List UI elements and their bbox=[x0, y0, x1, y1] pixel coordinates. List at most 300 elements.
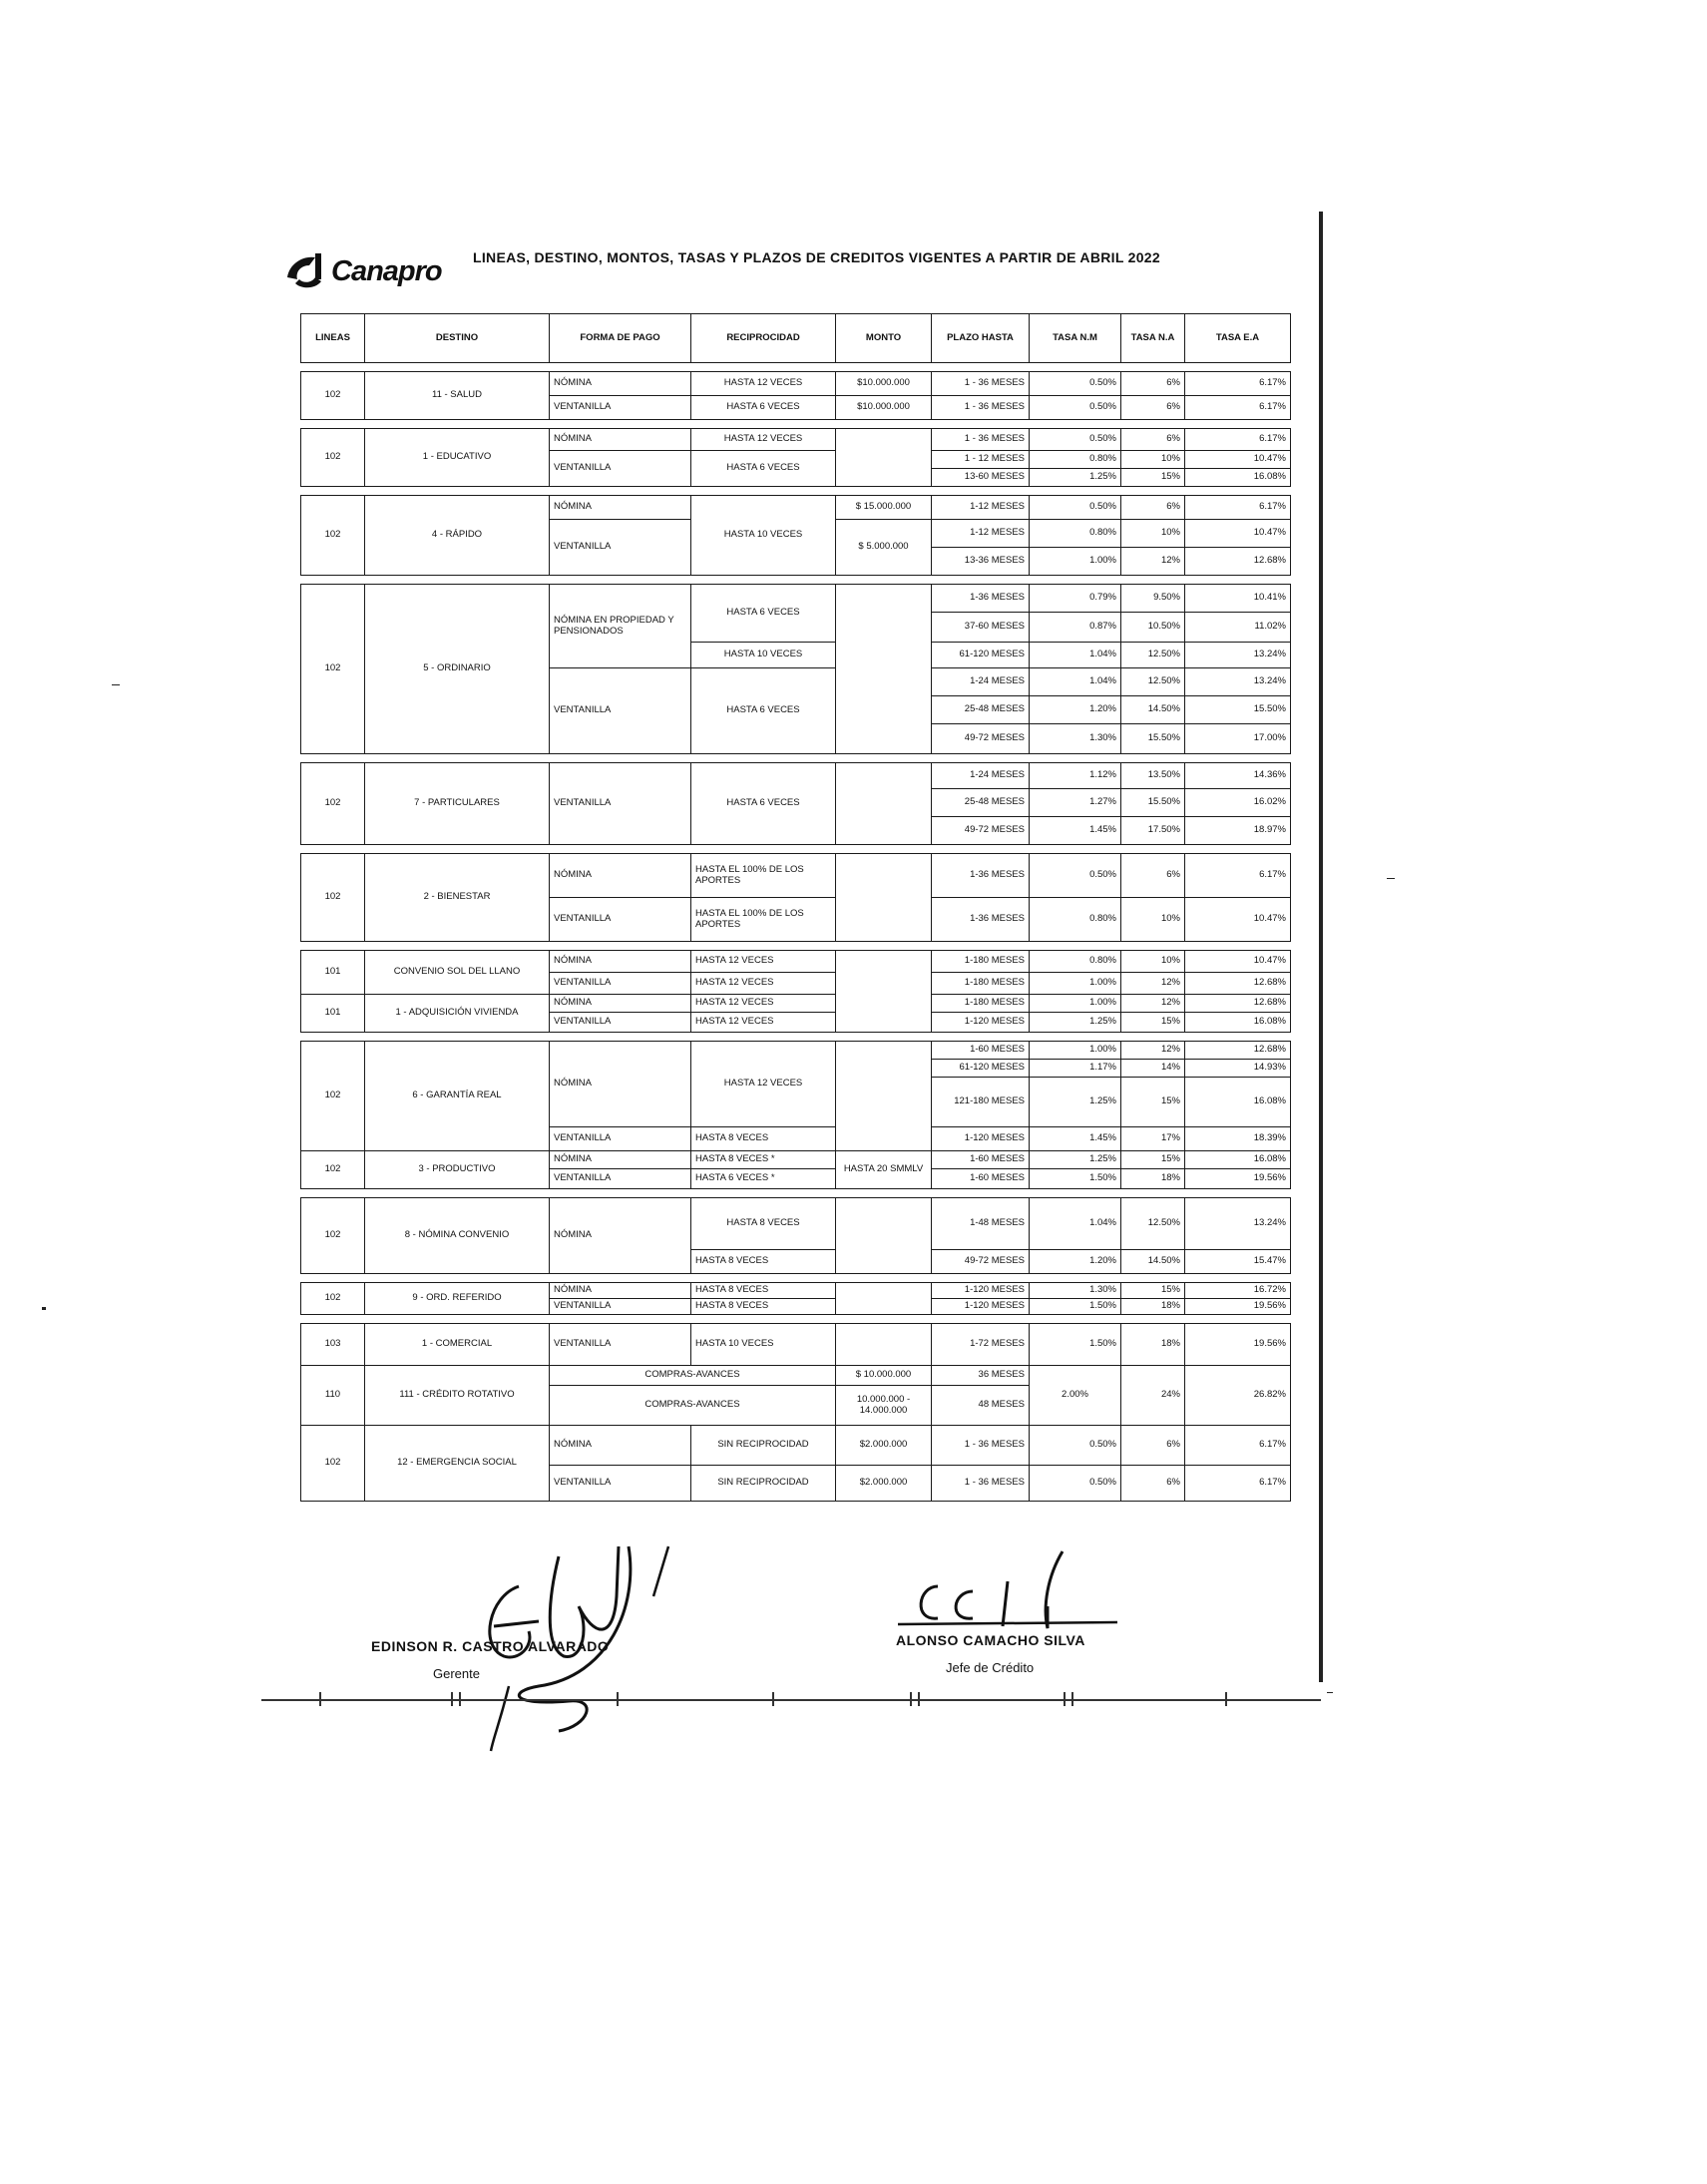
table-cell: VENTANILLA bbox=[550, 763, 691, 845]
table-cell: 12.50% bbox=[1121, 668, 1185, 696]
table-cell: 8 - NÓMINA CONVENIO bbox=[365, 1198, 550, 1274]
header-forma-pago: FORMA DE PAGO bbox=[550, 314, 691, 363]
table-cell: 1.12% bbox=[1030, 763, 1121, 789]
table-cell: 10.000.000 - 14.000.000 bbox=[836, 1386, 932, 1426]
table-cell: 14% bbox=[1121, 1060, 1185, 1078]
table-cell: 13-60 MESES bbox=[932, 469, 1030, 487]
table-cell: 1-180 MESES bbox=[932, 973, 1030, 995]
table-cell: SIN RECIPROCIDAD bbox=[691, 1466, 836, 1502]
ruler-tick bbox=[1225, 1692, 1227, 1706]
table-cell: 103 bbox=[301, 1324, 365, 1366]
table-cell: HASTA 6 VECES bbox=[691, 585, 836, 643]
table-cell: 12.50% bbox=[1121, 643, 1185, 668]
table-cell: 0.80% bbox=[1030, 898, 1121, 942]
table-cell: 15.50% bbox=[1121, 724, 1185, 754]
scan-speck bbox=[1327, 1692, 1333, 1693]
table-cell: CONVENIO SOL DEL LLANO bbox=[365, 951, 550, 995]
table-cell: NÓMINA bbox=[550, 1198, 691, 1274]
table-cell: 49-72 MESES bbox=[932, 724, 1030, 754]
table-cell bbox=[836, 1042, 932, 1151]
table-cell bbox=[301, 1274, 1291, 1283]
table-cell: 25-48 MESES bbox=[932, 789, 1030, 817]
table-cell: 1.00% bbox=[1030, 1042, 1121, 1060]
table-cell: 25-48 MESES bbox=[932, 696, 1030, 724]
table-cell: 15% bbox=[1121, 469, 1185, 487]
table-row bbox=[301, 1324, 1291, 1366]
table-cell: 11.02% bbox=[1185, 613, 1291, 643]
table-cell: HASTA 12 VECES bbox=[691, 951, 836, 973]
table-cell: 1-12 MESES bbox=[932, 496, 1030, 520]
table-cell: 1-24 MESES bbox=[932, 668, 1030, 696]
table-cell: VENTANILLA bbox=[550, 1169, 691, 1189]
ruler-tick bbox=[1064, 1692, 1066, 1706]
table-cell: HASTA 6 VECES * bbox=[691, 1169, 836, 1189]
table-cell: HASTA 8 VECES bbox=[691, 1127, 836, 1151]
table-cell: HASTA EL 100% DE LOS APORTES bbox=[691, 854, 836, 898]
table-cell: 1.04% bbox=[1030, 643, 1121, 668]
table-cell: 15% bbox=[1121, 1151, 1185, 1169]
table-cell bbox=[836, 854, 932, 942]
table-cell: 61-120 MESES bbox=[932, 1060, 1030, 1078]
table-cell: HASTA 8 VECES bbox=[691, 1283, 836, 1299]
table-cell: 6.17% bbox=[1185, 1466, 1291, 1502]
table-cell: 7 - PARTICULARES bbox=[365, 763, 550, 845]
table-cell bbox=[301, 576, 1291, 585]
table-cell: NÓMINA bbox=[550, 429, 691, 451]
table-cell: 18% bbox=[1121, 1299, 1185, 1315]
table-cell bbox=[836, 429, 932, 487]
ruler-tick bbox=[910, 1692, 912, 1706]
table-cell: 102 bbox=[301, 1198, 365, 1274]
table-cell: HASTA 6 VECES bbox=[691, 668, 836, 754]
table-cell: HASTA 8 VECES bbox=[691, 1198, 836, 1250]
table-cell: 15.50% bbox=[1185, 696, 1291, 724]
table-cell: 15.50% bbox=[1121, 789, 1185, 817]
signature-2-icon bbox=[898, 1546, 1127, 1646]
table-cell: NÓMINA EN PROPIEDAD Y PENSIONADOS bbox=[550, 585, 691, 668]
table-cell: HASTA 12 VECES bbox=[691, 429, 836, 451]
table-cell: 10.50% bbox=[1121, 613, 1185, 643]
table-cell: 6.17% bbox=[1185, 429, 1291, 451]
ruler-tick bbox=[459, 1692, 461, 1706]
ruler-tick bbox=[772, 1692, 774, 1706]
table-cell: HASTA 10 VECES bbox=[691, 643, 836, 668]
table-cell: 102 bbox=[301, 1426, 365, 1502]
table-cell: 1.17% bbox=[1030, 1060, 1121, 1078]
table-cell: HASTA 10 VECES bbox=[691, 1324, 836, 1366]
table-cell: 1-60 MESES bbox=[932, 1151, 1030, 1169]
table-cell: 1-120 MESES bbox=[932, 1283, 1030, 1299]
table-cell: 15.47% bbox=[1185, 1250, 1291, 1274]
table-cell: 9 - ORD. REFERIDO bbox=[365, 1283, 550, 1315]
table-cell: 12.68% bbox=[1185, 1042, 1291, 1060]
table-cell: VENTANILLA bbox=[550, 973, 691, 995]
table-cell: 102 bbox=[301, 496, 365, 576]
scan-speck bbox=[112, 684, 120, 685]
table-cell: 10% bbox=[1121, 451, 1185, 469]
table-cell: HASTA 6 VECES bbox=[691, 396, 836, 420]
table-cell bbox=[301, 845, 1291, 854]
table-cell: 6% bbox=[1121, 429, 1185, 451]
table-cell: 1.25% bbox=[1030, 1151, 1121, 1169]
table-cell: VENTANILLA bbox=[550, 396, 691, 420]
table-cell bbox=[301, 363, 1291, 372]
table-row bbox=[301, 1366, 1291, 1386]
table-cell: VENTANILLA bbox=[550, 1466, 691, 1502]
table-cell: 102 bbox=[301, 429, 365, 487]
table-cell: VENTANILLA bbox=[550, 1013, 691, 1033]
table-cell: 1.00% bbox=[1030, 973, 1121, 995]
table-cell: 1.00% bbox=[1030, 995, 1121, 1013]
table-cell bbox=[301, 1033, 1291, 1042]
table-cell: 6.17% bbox=[1185, 496, 1291, 520]
table-cell bbox=[301, 942, 1291, 951]
table-cell: 12% bbox=[1121, 995, 1185, 1013]
table-cell: 6% bbox=[1121, 496, 1185, 520]
table-cell: 15% bbox=[1121, 1013, 1185, 1033]
table-cell: 1 - COMERCIAL bbox=[365, 1324, 550, 1366]
table-cell: 102 bbox=[301, 1151, 365, 1189]
ruler-tick bbox=[617, 1692, 619, 1706]
table-cell bbox=[836, 951, 932, 1033]
table-cell: 15% bbox=[1121, 1078, 1185, 1127]
table-cell: 0.80% bbox=[1030, 951, 1121, 973]
table-cell: VENTANILLA bbox=[550, 898, 691, 942]
table-cell: 1.50% bbox=[1030, 1169, 1121, 1189]
table-cell: 1.04% bbox=[1030, 1198, 1121, 1250]
table-cell: 26.82% bbox=[1185, 1366, 1291, 1426]
table-cell bbox=[301, 487, 1291, 496]
ruler-tick bbox=[319, 1692, 321, 1706]
table-cell: 0.80% bbox=[1030, 451, 1121, 469]
table-cell: 13.50% bbox=[1121, 763, 1185, 789]
table-cell: 1.50% bbox=[1030, 1324, 1121, 1366]
table-row bbox=[301, 995, 1291, 1013]
table-cell: 17.50% bbox=[1121, 817, 1185, 845]
table-cell: 1.30% bbox=[1030, 1283, 1121, 1299]
table-cell: 37-60 MESES bbox=[932, 613, 1030, 643]
table-cell: 1-180 MESES bbox=[932, 951, 1030, 973]
table-cell: 1.00% bbox=[1030, 548, 1121, 576]
table-cell: 6% bbox=[1121, 372, 1185, 396]
table-cell: 1.25% bbox=[1030, 1078, 1121, 1127]
table-row bbox=[301, 854, 1291, 898]
logo-text: Canapro bbox=[331, 255, 442, 287]
table-cell: 12.68% bbox=[1185, 548, 1291, 576]
table-cell: 9.50% bbox=[1121, 585, 1185, 613]
table-cell: NÓMINA bbox=[550, 1042, 691, 1127]
table-cell: 12% bbox=[1121, 548, 1185, 576]
table-header-row bbox=[301, 314, 1291, 363]
table-cell bbox=[836, 1198, 932, 1274]
table-cell bbox=[836, 585, 932, 754]
table-cell: 1.25% bbox=[1030, 1013, 1121, 1033]
table-cell: NÓMINA bbox=[550, 496, 691, 520]
table-cell: 0.50% bbox=[1030, 1466, 1121, 1502]
table-cell: 1-120 MESES bbox=[932, 1299, 1030, 1315]
table-cell: COMPRAS-AVANCES bbox=[550, 1366, 836, 1386]
table-cell: NÓMINA bbox=[550, 1151, 691, 1169]
table-cell: 16.72% bbox=[1185, 1283, 1291, 1299]
table-cell: 0.50% bbox=[1030, 429, 1121, 451]
table-cell: 10.47% bbox=[1185, 520, 1291, 548]
table-cell: 49-72 MESES bbox=[932, 1250, 1030, 1274]
table-cell: HASTA 12 VECES bbox=[691, 1013, 836, 1033]
table-cell: 6.17% bbox=[1185, 1426, 1291, 1466]
table-cell: 12% bbox=[1121, 1042, 1185, 1060]
table-cell: 19.56% bbox=[1185, 1324, 1291, 1366]
table-cell: NÓMINA bbox=[550, 1426, 691, 1466]
header-plazo: PLAZO HASTA bbox=[932, 314, 1030, 363]
table-cell: HASTA 8 VECES bbox=[691, 1250, 836, 1274]
table-cell: 1 - EDUCATIVO bbox=[365, 429, 550, 487]
table-cell: $2.000.000 bbox=[836, 1426, 932, 1466]
table-cell: 13-36 MESES bbox=[932, 548, 1030, 576]
table-cell: 102 bbox=[301, 1042, 365, 1151]
table-row bbox=[301, 1151, 1291, 1169]
table-cell: 1 - 36 MESES bbox=[932, 372, 1030, 396]
signer-2-role: Jefe de Crédito bbox=[946, 1660, 1035, 1675]
table-cell: 4 - RÁPIDO bbox=[365, 496, 550, 576]
table-cell: 6 - GARANTÍA REAL bbox=[365, 1042, 550, 1151]
ruler-tick bbox=[918, 1692, 920, 1706]
table-cell: 16.08% bbox=[1185, 469, 1291, 487]
table-cell: 0.50% bbox=[1030, 496, 1121, 520]
table-cell: 102 bbox=[301, 585, 365, 754]
table-cell: 1 - ADQUISICIÓN VIVIENDA bbox=[365, 995, 550, 1033]
table-cell: 10.47% bbox=[1185, 898, 1291, 942]
table-cell: 1 - 36 MESES bbox=[932, 396, 1030, 420]
table-cell: 13.24% bbox=[1185, 1198, 1291, 1250]
signer-2-name: ALONSO CAMACHO SILVA bbox=[896, 1632, 1085, 1648]
table-cell: 6% bbox=[1121, 1466, 1185, 1502]
table-cell: 1-36 MESES bbox=[932, 854, 1030, 898]
table-cell: 6.17% bbox=[1185, 372, 1291, 396]
table-cell: 6% bbox=[1121, 396, 1185, 420]
table-cell: 101 bbox=[301, 951, 365, 995]
table-cell: 102 bbox=[301, 854, 365, 942]
table-cell: 10% bbox=[1121, 520, 1185, 548]
table-cell: 1-120 MESES bbox=[932, 1013, 1030, 1033]
table-cell: 1-12 MESES bbox=[932, 520, 1030, 548]
header-destino: DESTINO bbox=[365, 314, 550, 363]
header-reciprocidad: RECIPROCIDAD bbox=[691, 314, 836, 363]
table-cell: HASTA 10 VECES bbox=[691, 496, 836, 576]
table-cell: 12% bbox=[1121, 973, 1185, 995]
table-cell: 12.68% bbox=[1185, 995, 1291, 1013]
table-row bbox=[301, 496, 1291, 520]
table-cell: 110 bbox=[301, 1366, 365, 1426]
table-cell bbox=[836, 1324, 932, 1366]
table-cell: 102 bbox=[301, 372, 365, 420]
table-cell: 1.20% bbox=[1030, 696, 1121, 724]
table-cell: HASTA 8 VECES * bbox=[691, 1151, 836, 1169]
table-cell bbox=[301, 420, 1291, 429]
table-cell: 1 - 36 MESES bbox=[932, 1466, 1030, 1502]
table-cell: 101 bbox=[301, 995, 365, 1033]
table-cell: 14.93% bbox=[1185, 1060, 1291, 1078]
table-row bbox=[301, 1426, 1291, 1466]
table-cell: 15% bbox=[1121, 1283, 1185, 1299]
table-cell: 10.41% bbox=[1185, 585, 1291, 613]
table-cell: HASTA 8 VECES bbox=[691, 1299, 836, 1315]
table-cell: 1-72 MESES bbox=[932, 1324, 1030, 1366]
table-cell: HASTA 6 VECES bbox=[691, 763, 836, 845]
table-cell: 12.50% bbox=[1121, 1198, 1185, 1250]
table-cell: 16.08% bbox=[1185, 1013, 1291, 1033]
table-cell: 1-60 MESES bbox=[932, 1169, 1030, 1189]
table-cell: 3 - PRODUCTIVO bbox=[365, 1151, 550, 1189]
table-cell: NÓMINA bbox=[550, 854, 691, 898]
table-cell: 2.00% bbox=[1030, 1366, 1121, 1426]
table-cell: 1-60 MESES bbox=[932, 1042, 1030, 1060]
table-cell: 10.47% bbox=[1185, 451, 1291, 469]
table-cell: 121-180 MESES bbox=[932, 1078, 1030, 1127]
table-cell: $ 5.000.000 bbox=[836, 520, 932, 576]
table-cell: NÓMINA bbox=[550, 995, 691, 1013]
scan-ruler-line bbox=[261, 1699, 1321, 1701]
ruler-tick bbox=[1071, 1692, 1073, 1706]
table-cell: VENTANILLA bbox=[550, 1299, 691, 1315]
table-cell: HASTA 12 VECES bbox=[691, 995, 836, 1013]
page-title: LINEAS, DESTINO, MONTOS, TASAS Y PLAZOS DE CREDITOS VIGENTES A PARTIR DE ABRIL 2022 bbox=[473, 249, 1160, 265]
table-cell: 13.24% bbox=[1185, 643, 1291, 668]
table-cell: 10% bbox=[1121, 898, 1185, 942]
table-cell bbox=[301, 1315, 1291, 1324]
header-lineas: LINEAS bbox=[301, 314, 365, 363]
table-cell: 14.50% bbox=[1121, 1250, 1185, 1274]
table-row bbox=[301, 1283, 1291, 1299]
table-row bbox=[301, 429, 1291, 451]
table-cell: $ 10.000.000 bbox=[836, 1366, 932, 1386]
table-cell: 48 MESES bbox=[932, 1386, 1030, 1426]
table-cell: 5 - ORDINARIO bbox=[365, 585, 550, 754]
table-cell: 111 - CRÉDITO ROTATIVO bbox=[365, 1366, 550, 1426]
table-cell: 1 - 12 MESES bbox=[932, 451, 1030, 469]
table-cell: NÓMINA bbox=[550, 951, 691, 973]
table-cell: 36 MESES bbox=[932, 1366, 1030, 1386]
scan-speck bbox=[42, 1307, 46, 1310]
table-cell: 24% bbox=[1121, 1366, 1185, 1426]
table-row bbox=[301, 951, 1291, 973]
table-cell: 1.27% bbox=[1030, 789, 1121, 817]
table-cell: 1-24 MESES bbox=[932, 763, 1030, 789]
ruler-tick bbox=[451, 1692, 453, 1706]
table-cell: 6% bbox=[1121, 854, 1185, 898]
table-cell: 10.47% bbox=[1185, 951, 1291, 973]
table-cell: $10.000.000 bbox=[836, 372, 932, 396]
table-cell: 16.08% bbox=[1185, 1151, 1291, 1169]
table-cell: 1.50% bbox=[1030, 1299, 1121, 1315]
table-cell: VENTANILLA bbox=[550, 520, 691, 576]
table-cell: VENTANILLA bbox=[550, 668, 691, 754]
table-cell: HASTA 12 VECES bbox=[691, 1042, 836, 1127]
table-cell: 0.50% bbox=[1030, 396, 1121, 420]
table-cell bbox=[836, 763, 932, 845]
table-cell: 6.17% bbox=[1185, 396, 1291, 420]
header-tasa-na: TASA N.A bbox=[1121, 314, 1185, 363]
table-cell: 10% bbox=[1121, 951, 1185, 973]
table-cell: VENTANILLA bbox=[550, 451, 691, 487]
signer-1-name: EDINSON R. CASTRO ALVARADO bbox=[371, 1638, 610, 1654]
table-row bbox=[301, 1042, 1291, 1060]
table-cell: 16.02% bbox=[1185, 789, 1291, 817]
table-cell: HASTA 12 VECES bbox=[691, 973, 836, 995]
table-cell: 1.25% bbox=[1030, 469, 1121, 487]
table-cell: 102 bbox=[301, 1283, 365, 1315]
table-cell: 1.04% bbox=[1030, 668, 1121, 696]
table-cell: 0.80% bbox=[1030, 520, 1121, 548]
scan-edge-line bbox=[1319, 212, 1323, 1682]
table-cell: HASTA 6 VECES bbox=[691, 451, 836, 487]
table-cell: 18% bbox=[1121, 1169, 1185, 1189]
table-cell bbox=[301, 1189, 1291, 1198]
table-row bbox=[301, 372, 1291, 396]
table-cell: 13.24% bbox=[1185, 668, 1291, 696]
table-cell: 1-120 MESES bbox=[932, 1127, 1030, 1151]
header-tasa-ea: TASA E.A bbox=[1185, 314, 1291, 363]
table-cell: 0.87% bbox=[1030, 613, 1121, 643]
table-cell: HASTA 20 SMMLV bbox=[836, 1151, 932, 1189]
table-cell: 1.45% bbox=[1030, 1127, 1121, 1151]
table-cell: 1-48 MESES bbox=[932, 1198, 1030, 1250]
table-cell bbox=[301, 754, 1291, 763]
table-cell: VENTANILLA bbox=[550, 1127, 691, 1151]
table-cell: 12 - EMERGENCIA SOCIAL bbox=[365, 1426, 550, 1502]
table-cell: 18.39% bbox=[1185, 1127, 1291, 1151]
table-cell: 0.50% bbox=[1030, 1426, 1121, 1466]
table-cell: NÓMINA bbox=[550, 372, 691, 396]
table-cell bbox=[836, 1283, 932, 1315]
table-cell: 2 - BIENESTAR bbox=[365, 854, 550, 942]
table-cell: 0.50% bbox=[1030, 372, 1121, 396]
table-cell: 12.68% bbox=[1185, 973, 1291, 995]
table-cell: 1-180 MESES bbox=[932, 995, 1030, 1013]
table-cell: NÓMINA bbox=[550, 1283, 691, 1299]
table-cell: 1-36 MESES bbox=[932, 585, 1030, 613]
table-cell: $2.000.000 bbox=[836, 1466, 932, 1502]
table-cell: HASTA EL 100% DE LOS APORTES bbox=[691, 898, 836, 942]
signer-1-role: Gerente bbox=[433, 1666, 480, 1681]
table-cell: 1.30% bbox=[1030, 724, 1121, 754]
table-cell: 17% bbox=[1121, 1127, 1185, 1151]
table-cell: 17.00% bbox=[1185, 724, 1291, 754]
table-cell: $ 15.000.000 bbox=[836, 496, 932, 520]
table-cell: 19.56% bbox=[1185, 1169, 1291, 1189]
table-cell: 1 - 36 MESES bbox=[932, 429, 1030, 451]
table-cell: $10.000.000 bbox=[836, 396, 932, 420]
header-tasa-nm: TASA N.M bbox=[1030, 314, 1121, 363]
header-monto: MONTO bbox=[836, 314, 932, 363]
table-cell: 1 - 36 MESES bbox=[932, 1426, 1030, 1466]
scan-speck bbox=[1387, 878, 1395, 879]
table-row bbox=[301, 763, 1291, 789]
table-row bbox=[301, 1198, 1291, 1250]
table-cell: 18.97% bbox=[1185, 817, 1291, 845]
table-cell: 18% bbox=[1121, 1324, 1185, 1366]
table-cell: 61-120 MESES bbox=[932, 643, 1030, 668]
table-cell: HASTA 12 VECES bbox=[691, 372, 836, 396]
table-cell: 0.50% bbox=[1030, 854, 1121, 898]
table-cell: 1.20% bbox=[1030, 1250, 1121, 1274]
table-cell: 6.17% bbox=[1185, 854, 1291, 898]
table-row bbox=[301, 585, 1291, 613]
table-cell: 16.08% bbox=[1185, 1078, 1291, 1127]
credit-lines-table bbox=[300, 313, 1291, 1502]
table-cell: 1-36 MESES bbox=[932, 898, 1030, 942]
table-cell: 1.45% bbox=[1030, 817, 1121, 845]
table-cell: 14.36% bbox=[1185, 763, 1291, 789]
